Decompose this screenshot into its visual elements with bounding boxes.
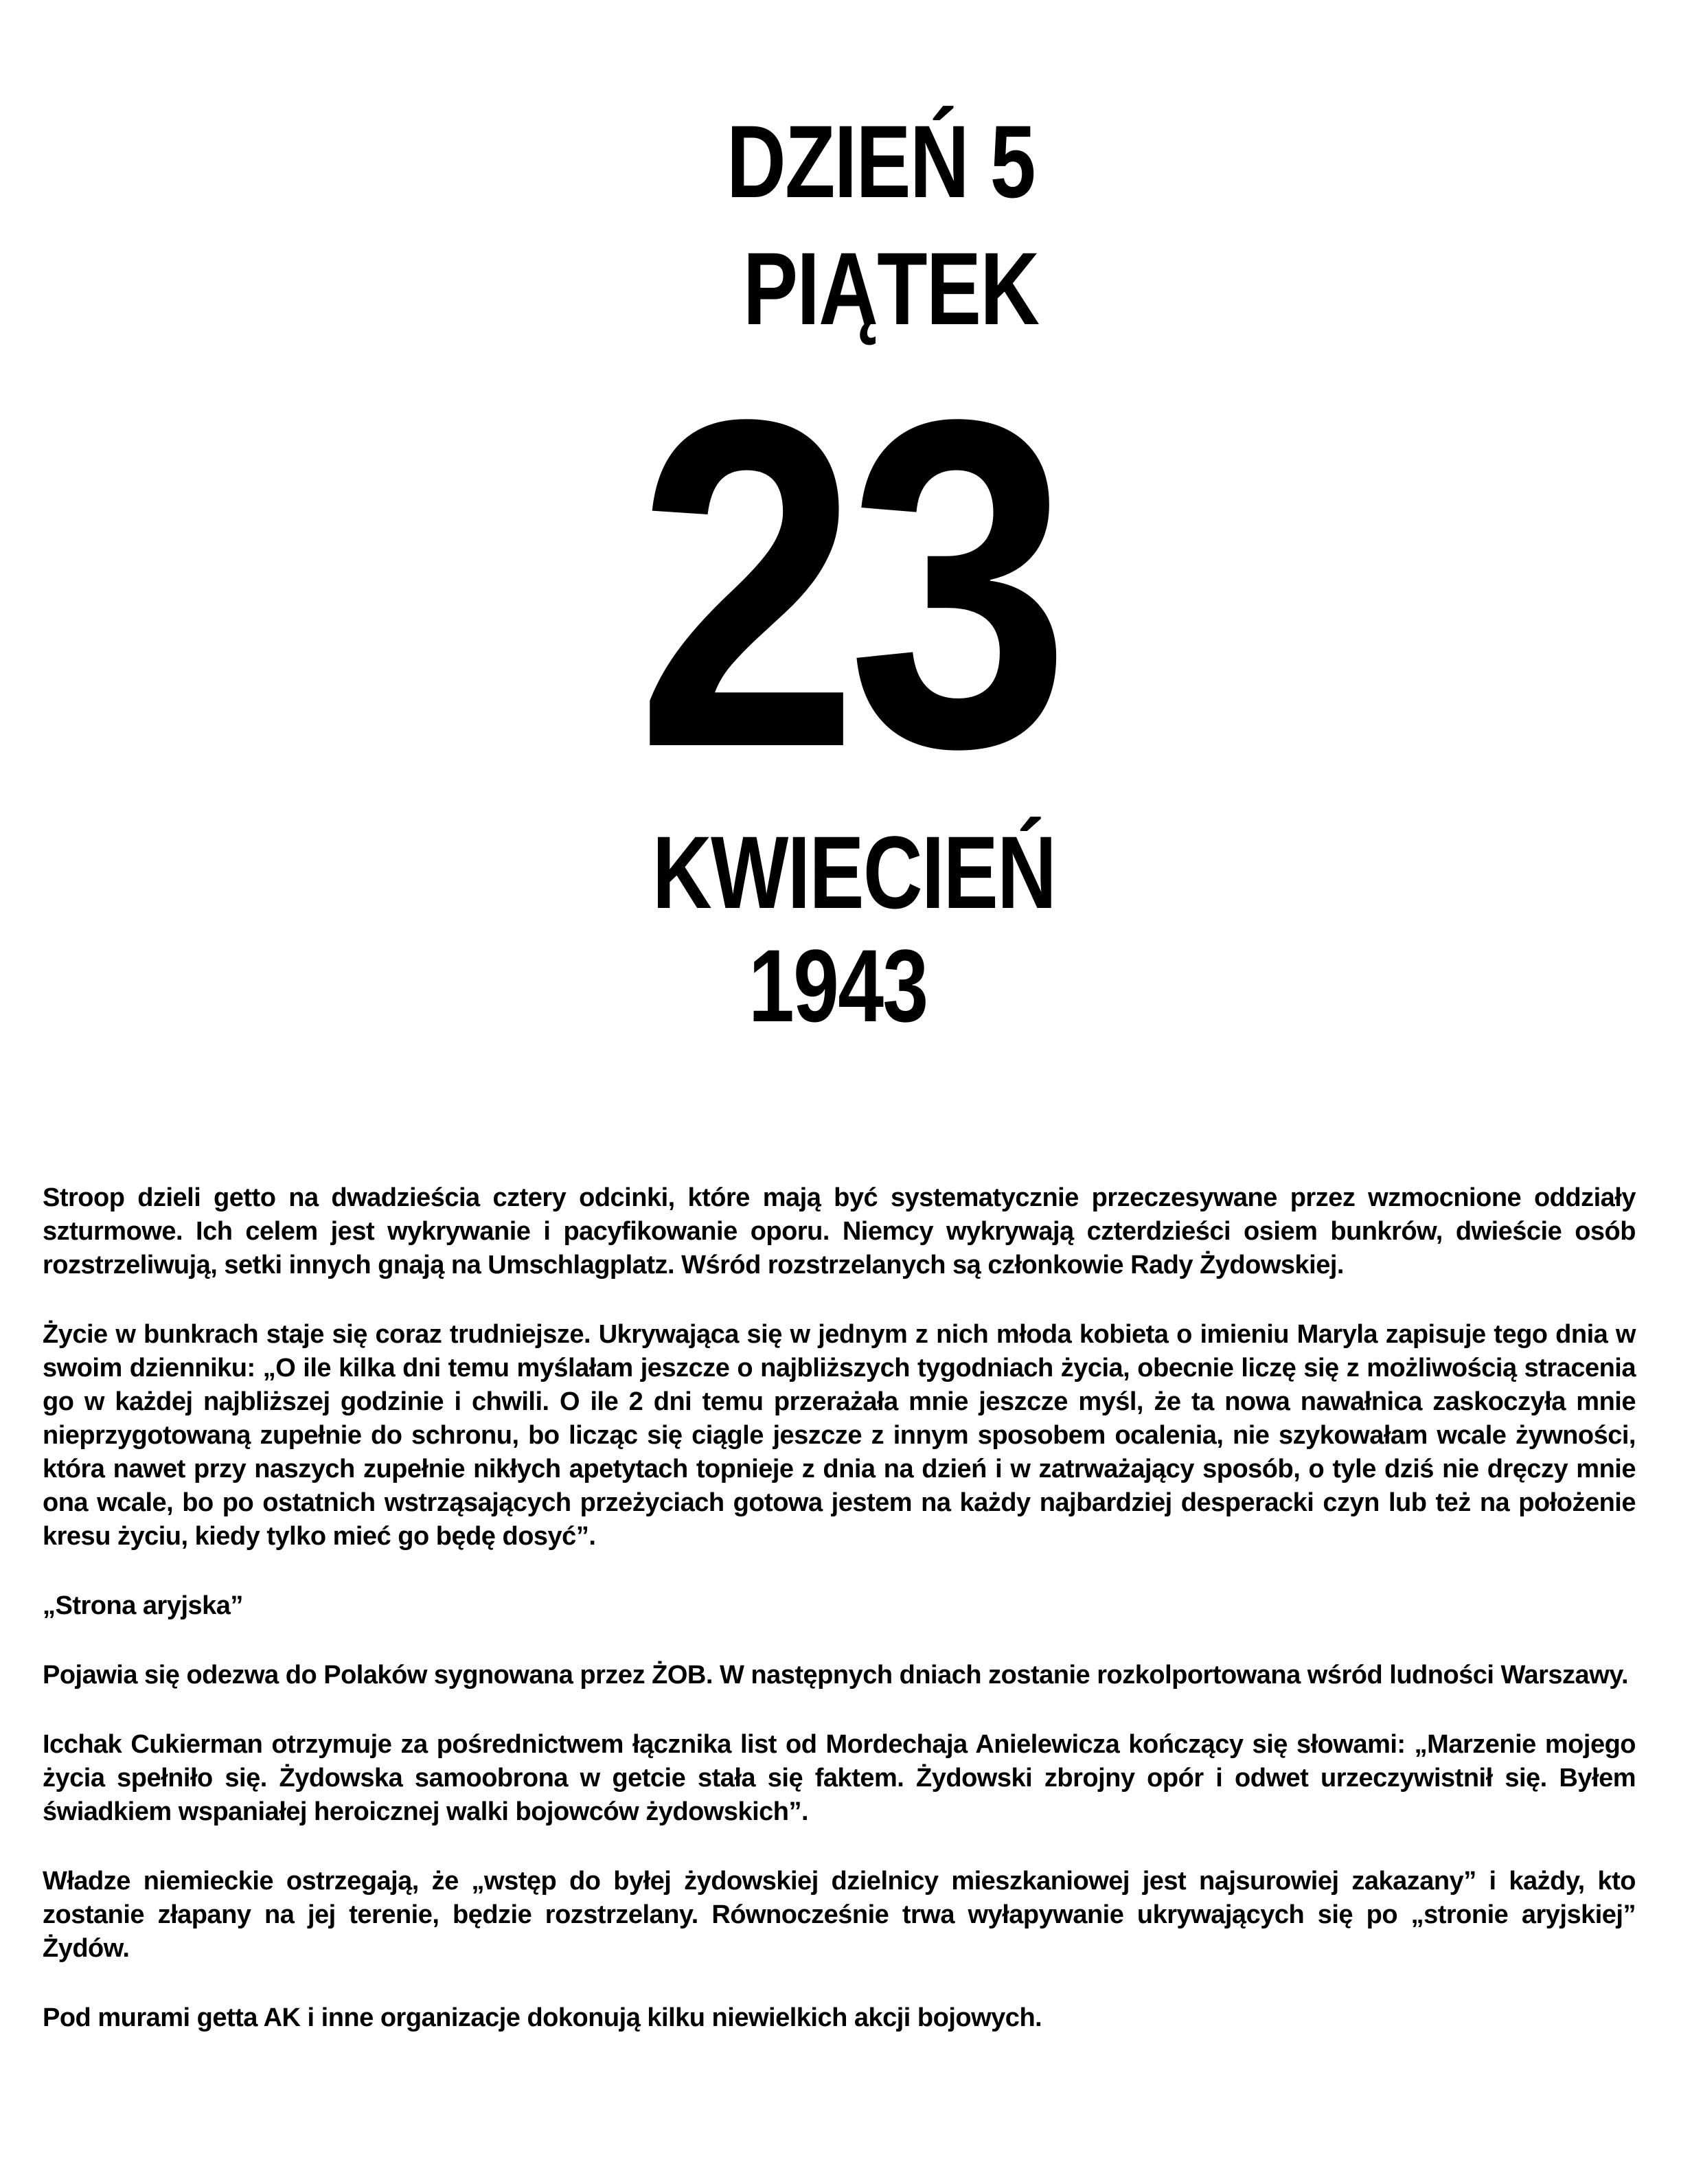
weekday: PIĄTEK [743, 231, 1039, 346]
month: KWIECIEŃ [652, 815, 1056, 930]
paragraph-ak-actions: Pod murami getta AK i inne organizacje dokonują kilku niewielkich akcji bojowych. [43, 2003, 1042, 2032]
section-heading-aryan-side: „Strona aryjska” [43, 1591, 243, 1620]
body-text [43, 1181, 1636, 2071]
day-label: DZIEŃ 5 [727, 104, 1035, 219]
paragraph-german-warning: Władze niemieckie ostrzegają, że „wstęp do byłej żydowskiej dzielnicy mieszkaniowej jest najsurowiej zakazany” i każdy, kto zostanie złapany na jej terenie, będzie rozstrzelany. Równocześnie trwa wyłapywanie ukrywających się po „stronie aryjskiej” Żydów. [43, 1867, 1636, 1963]
paragraph-stroop: Stroop dzieli getto na dwadzieścia cztery odcinki, które mają być systematycznie przeczesywane przez wzmocnione oddziały szturmowe. Ich celem jest wykrywanie i pacyfikowanie oporu. Niemcy wykrywają czterdzieści osiem bunkrów, dwieście osób rozstrzeliwują, setki innych gnają na Umschlagplatz. Wśród rozstrzelanych są członkowie Rady Żydowskiej. [43, 1183, 1636, 1279]
year: 1943 [748, 928, 928, 1043]
paragraph-anielewicz-letter: Icchak Cukierman otrzymuje za pośrednictwem łącznika list od Mordechaja Anielewicza kończący się słowami: „Marzenie mojego życia spełniło się. Żydowska samoobrona w getcie stała się faktem. Żydowski zbrojny opór i odwet urzeczywistnił się. Byłem świadkiem wspaniałej heroicznej walki bojowców żydowskich”. [43, 1730, 1636, 1826]
day-number: 23 [636, 323, 1060, 845]
paragraph-maryla-diary: Życie w bunkrach staje się coraz trudniejsze. Ukrywająca się w jednym z nich młoda kobieta o imieniu Maryla zapisuje tego dnia w swoim dzienniku: „O ile kilka dni temu myślałam jeszcze o najbliższych tygodniach życia, obecnie liczę się z możliwością stracenia go w każdej najbliższej godzinie i chwili. O ile 2 dni temu przerażała mnie jeszcze myśl, że ta nowa nawałnica zaskoczyła mnie nieprzygotowaną zupełnie do schronu, bo licząc się ciągle jeszcze z innym sposobem ocalenia, nie szykowałam wcale żywności, która nawet przy naszych zupełnie nikłych apetytach topnieje z dnia na dzień i w zatrważający sposób, o tyle dziś nie dręczy mnie ona wcale, bo po ostatnich wstrząsających przeżyciach gotowa jestem na każdy najbardziej desperacki czyn lub też na położenie kresu życiu, kiedy tylko mieć go będę dosyć”. [43, 1320, 1636, 1551]
paragraph-zob-appeal: Pojawia się odezwa do Polaków sygnowana przez ŻOB. W następnych dniach zostanie rozkolportowana wśród ludności Warszawy. [43, 1661, 1629, 1690]
